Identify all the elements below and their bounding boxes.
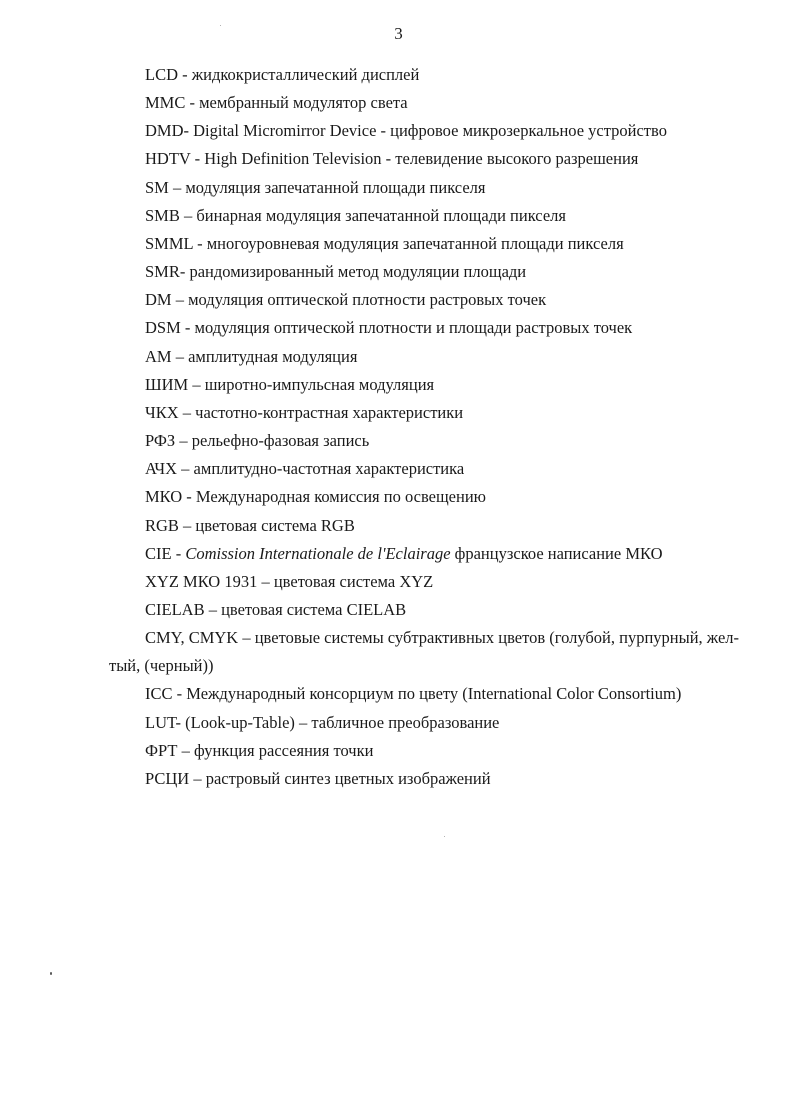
cie-suffix: французское написание МКО [450, 543, 663, 563]
abbreviation-entry-achkh: АЧХ – амплитудно-частотная характеристика [145, 459, 465, 479]
abbreviation-entry-rsci: РСЦИ – растровый синтез цветных изображений [145, 768, 491, 788]
abbreviation-entry-xyz: XYZ МКО 1931 – цветовая система XYZ [145, 571, 434, 591]
abbreviation-entry-cielab: CIELAB – цветовая система CIELAB [145, 599, 407, 619]
scan-speck [444, 836, 445, 837]
cmyk-line-1: CMY, CMYK – цветовые системы субтрактивных цветов (голубой, пурпурный, жел- [145, 628, 740, 648]
abbreviation-entry-sm: SM – модуляция запечатанной площади пикселя [145, 177, 486, 197]
abbreviation-entry-shim: ШИМ – широтно-импульсная модуляция [145, 374, 435, 394]
abbreviation-entry-dmd: DMD- Digital Micromirror Device - цифровое микрозеркальное устройство [145, 121, 667, 141]
abbreviation-entry-lcd: LCD - жидкокристаллический дисплей [145, 65, 420, 84]
abbreviation-entry-dm: DM – модуляция оптической плотности растровых точек [145, 290, 547, 310]
cie-prefix: CIE - [145, 543, 186, 563]
cie-french-name: Comission Internationale de l'Eclairage [185, 543, 451, 563]
abbreviation-list [0, 61, 797, 793]
abbreviation-entry-mmc: MMC - мембранный модулятор света [145, 93, 408, 113]
abbreviation-entry-cie [0, 540, 797, 568]
abbreviation-entry-lut: LUT- (Look-up-Table) – табличное преобразование [145, 712, 500, 732]
abbreviation-entry-smr: SMR- рандомизированный метод модуляции площади [145, 262, 527, 282]
abbreviation-entry-am: AM – амплитудная модуляция [145, 346, 358, 366]
abbreviation-entry-icc: ICC - Международный консорциум по цвету (International Color Consortium) [145, 684, 682, 704]
page-number: 3 [394, 24, 403, 43]
abbreviation-entry-cmyk [0, 624, 797, 680]
abbreviation-entry-mko: МКО - Международная комиссия по освещению [145, 487, 486, 507]
abbreviation-entry-smml: SMML - многоуровневая модуляция запечатанной площади пикселя [145, 233, 624, 253]
scan-speck [50, 972, 52, 975]
cmyk-line-2: тый, (черный)) [109, 656, 214, 676]
abbreviation-entry-rfz: РФЗ – рельефно-фазовая запись [145, 431, 370, 451]
abbreviation-entry-smb: SMB – бинарная модуляция запечатанной площади пикселя [145, 205, 566, 225]
abbreviation-entry-frt: ФРТ – функция рассеяния точки [145, 740, 374, 760]
scan-speck [220, 25, 221, 26]
abbreviation-entry-dsm: DSM - модуляция оптической плотности и площади растровых точек [145, 318, 633, 338]
abbreviation-entry-chkh: ЧКХ – частотно-контрастная характеристики [145, 402, 464, 422]
abbreviation-entry-rgb: RGB – цветовая система RGB [145, 515, 355, 535]
abbreviation-entry-hdtv: HDTV - High Definition Television - телевидение высокого разрешения [145, 149, 639, 169]
